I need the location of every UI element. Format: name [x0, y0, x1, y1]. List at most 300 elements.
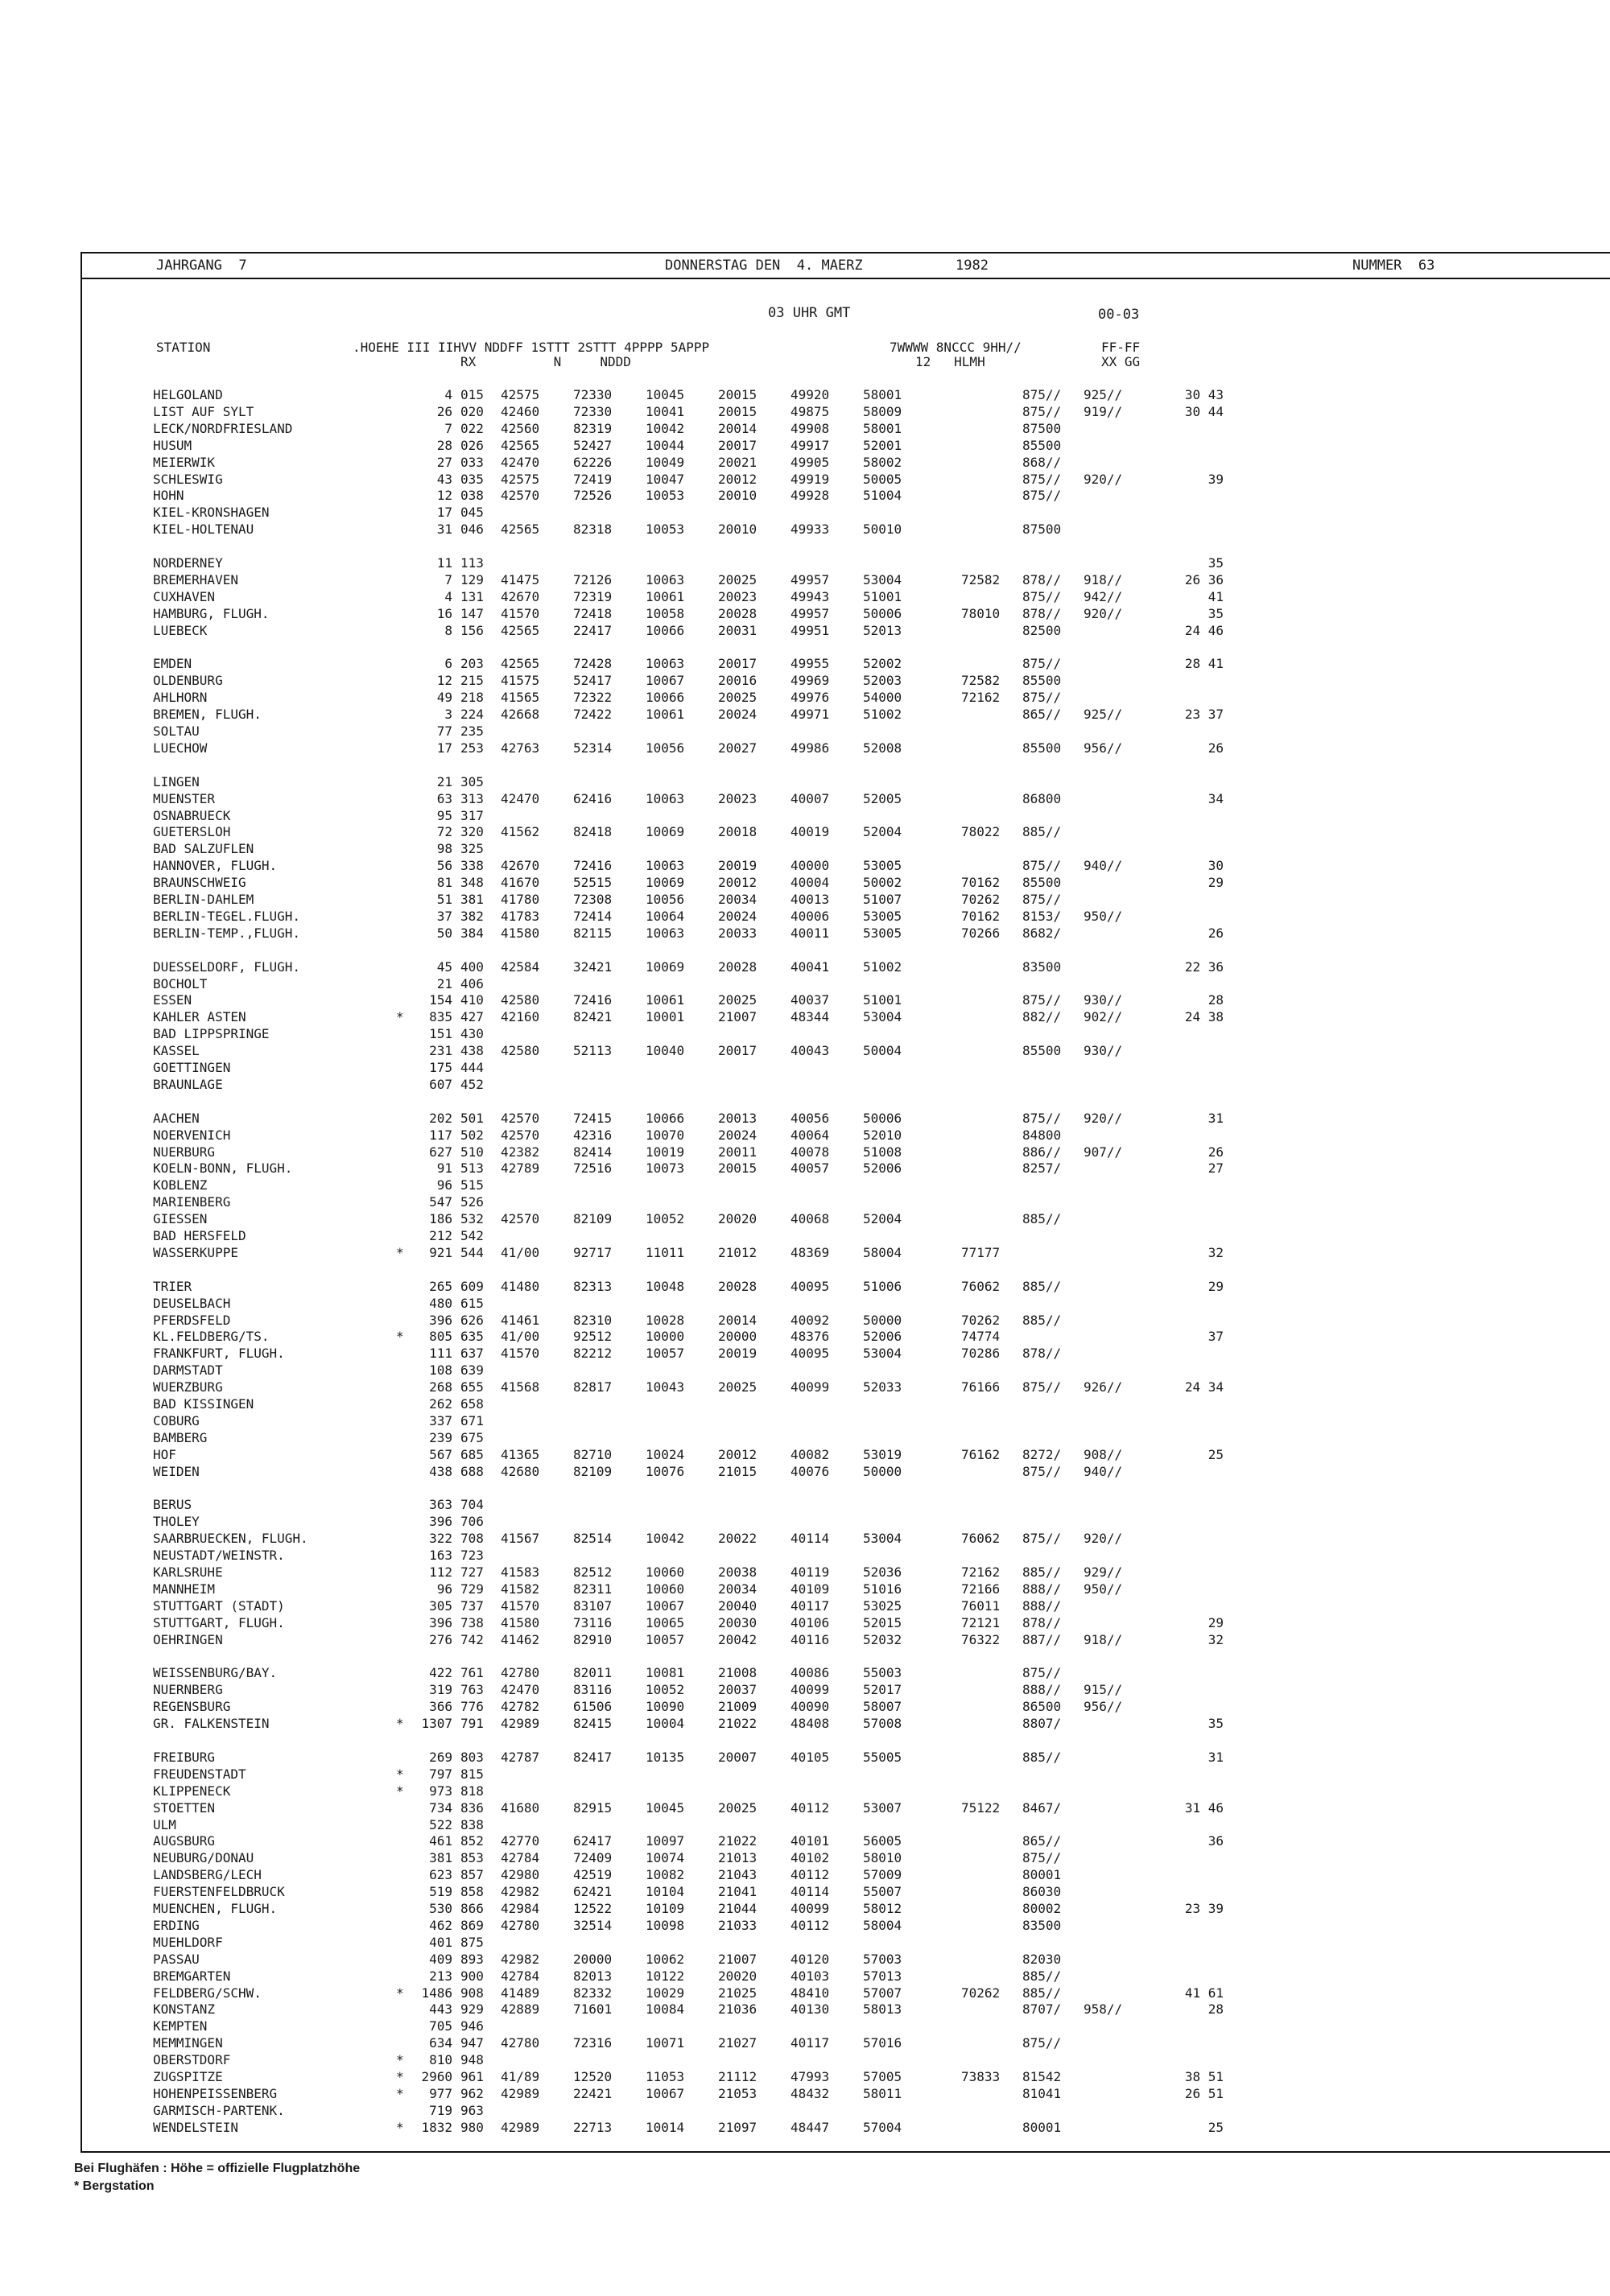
- date-label: DONNERSTAG DEN 4. MAERZ: [665, 258, 863, 274]
- height: 627: [429, 1144, 452, 1160]
- iii-code: 900: [460, 1968, 484, 1984]
- height: 530: [429, 1901, 452, 1916]
- ff-gusts: 26 36: [1184, 571, 1224, 587]
- 9hh-group: 925//: [1084, 387, 1123, 402]
- 7wwww-group: 70262: [961, 1312, 1001, 1328]
- 1sttt-group: 10014: [646, 2119, 685, 2135]
- height: 607: [429, 1076, 452, 1092]
- table-row: [82, 521, 1610, 538]
- table-row: [82, 2018, 1610, 2034]
- 1sttt-group: 10056: [646, 740, 685, 756]
- iihvv-group: 41783: [501, 908, 540, 924]
- iii-code: 045: [460, 505, 484, 521]
- 4pppp-group: 48369: [791, 1244, 830, 1260]
- height: 805: [429, 1329, 452, 1345]
- iii-code: 609: [460, 1278, 484, 1294]
- 2sttt-group: 21027: [718, 2035, 758, 2051]
- table-row: [82, 1160, 1610, 1177]
- height: 21: [436, 975, 452, 991]
- 8nccc-group: 878//: [1022, 571, 1062, 587]
- iii-code: 706: [460, 1514, 484, 1530]
- station-table: [82, 254, 1610, 2151]
- 8nccc-group: 882//: [1022, 1009, 1062, 1025]
- station-name: KIEL-HOLTENAU: [153, 521, 254, 538]
- nddff-group: 72516: [573, 1160, 613, 1177]
- nddff-group: 52314: [573, 740, 613, 756]
- iihvv-group: 41/89: [501, 2069, 540, 2084]
- table-row: [82, 2069, 1610, 2085]
- jahrgang-label: JAHRGANG 7: [156, 258, 247, 274]
- station-name: FELDBERG/SCHW.: [153, 1985, 262, 2001]
- 5appp-group: 52004: [863, 1211, 902, 1227]
- station-name: BAD HERSFELD: [153, 1228, 246, 1243]
- table-row: [82, 1766, 1610, 1783]
- station-name: MUEHLDORF: [153, 1934, 223, 1950]
- 7wwww-group: 76011: [961, 1597, 1001, 1614]
- iihvv-group: 42580: [501, 992, 540, 1008]
- height: 49: [436, 690, 452, 706]
- station-name: COBURG: [153, 1412, 200, 1428]
- ff-gusts: 25: [1208, 2119, 1224, 2135]
- iihvv-group: 42565: [501, 656, 540, 672]
- station-name: BAD KISSINGEN: [153, 1396, 254, 1412]
- station-name: SOLTAU: [153, 723, 200, 739]
- nddff-group: 22417: [573, 622, 613, 638]
- station-name: GOETTINGEN: [153, 1060, 231, 1075]
- height: 396: [429, 1514, 452, 1530]
- 5appp-group: 58013: [863, 2001, 902, 2018]
- iihvv-group: 41475: [501, 571, 540, 587]
- 9hh-group: 950//: [1084, 1581, 1123, 1597]
- 2sttt-group: 20017: [718, 1043, 758, 1059]
- station-name: GIESSEN: [153, 1211, 208, 1227]
- 1sttt-group: 10004: [646, 1716, 685, 1732]
- 2sttt-group: 20018: [718, 824, 758, 840]
- 1sttt-group: 10042: [646, 1531, 685, 1547]
- nddff-group: 72316: [573, 2035, 613, 2051]
- table-row: [82, 589, 1610, 605]
- 5appp-group: 50005: [863, 471, 902, 487]
- 9hh-group: 930//: [1084, 992, 1123, 1008]
- 7wwww-group: 70162: [961, 908, 1001, 924]
- 8nccc-group: 85500: [1022, 1043, 1062, 1059]
- height: 12: [436, 488, 452, 504]
- ff-gusts: 23 37: [1184, 707, 1224, 723]
- 1sttt-group: 10001: [646, 1009, 685, 1025]
- 8nccc-group: 81041: [1022, 2085, 1062, 2101]
- 2sttt-group: 20027: [718, 740, 758, 756]
- iihvv-group: 42784: [501, 1968, 540, 1984]
- 7wwww-group: 72162: [961, 690, 1001, 706]
- 4pppp-group: 40119: [791, 1564, 830, 1580]
- ff-gusts: 31: [1208, 1749, 1224, 1765]
- 7wwww-group: 76322: [961, 1631, 1001, 1647]
- year-label: 1982: [956, 258, 989, 274]
- station-name: BRAUNLAGE: [153, 1076, 223, 1092]
- 2sttt-group: 20019: [718, 858, 758, 874]
- iii-code: 658: [460, 1396, 484, 1412]
- station-name: WENDELSTEIN: [153, 2119, 238, 2135]
- iii-code: 704: [460, 1497, 484, 1513]
- ff-gusts: 34: [1208, 790, 1224, 806]
- iii-code: 544: [460, 1244, 484, 1260]
- 4pppp-group: 49917: [791, 437, 830, 453]
- height: 567: [429, 1446, 452, 1462]
- 1sttt-group: 10047: [646, 471, 685, 487]
- 2sttt-group: 20038: [718, 1564, 758, 1580]
- ff-gusts: 28: [1208, 2001, 1224, 2018]
- nddff-group: 61506: [573, 1699, 613, 1715]
- table-row: [82, 1009, 1610, 1025]
- 8nccc-group: 885//: [1022, 1211, 1062, 1227]
- iihvv-group: 42770: [501, 1833, 540, 1849]
- nddff-group: 82318: [573, 521, 613, 538]
- 2sttt-group: 20017: [718, 437, 758, 453]
- 2sttt-group: 21044: [718, 1901, 758, 1916]
- table-row: [82, 1952, 1610, 1968]
- 8nccc-group: 887//: [1022, 1631, 1062, 1647]
- table-row: [82, 1464, 1610, 1480]
- 4pppp-group: 40112: [791, 1867, 830, 1883]
- height: 337: [429, 1412, 452, 1428]
- 4pppp-group: 40037: [791, 992, 830, 1008]
- iii-code: 836: [460, 1799, 484, 1816]
- 1sttt-group: 10019: [646, 1144, 685, 1160]
- nddff-group: 72322: [573, 690, 613, 706]
- station-name: ERDING: [153, 1917, 200, 1933]
- ff-gusts: 24 38: [1184, 1009, 1224, 1025]
- height: 45: [436, 958, 452, 975]
- 1sttt-group: 10067: [646, 673, 685, 689]
- 1sttt-group: 10061: [646, 707, 685, 723]
- iii-code: 438: [460, 1043, 484, 1059]
- nddff-group: 82319: [573, 420, 613, 436]
- 5appp-group: 50000: [863, 1463, 902, 1479]
- table-row: [82, 1632, 1610, 1648]
- 1sttt-group: 10045: [646, 387, 685, 402]
- 8nccc-group: 8257/: [1022, 1160, 1062, 1177]
- table-row: [82, 1817, 1610, 1833]
- height: 381: [429, 1850, 452, 1866]
- height: 31: [436, 521, 452, 538]
- 2sttt-group: 20030: [718, 1614, 758, 1630]
- 1sttt-group: 10000: [646, 1329, 685, 1345]
- ff-gusts: 26: [1208, 925, 1224, 941]
- 5appp-group: 52032: [863, 1631, 902, 1647]
- 2sttt-group: 21007: [718, 1009, 758, 1025]
- table-row: [82, 1968, 1610, 1985]
- 8nccc-group: 868//: [1022, 454, 1062, 470]
- station-name: DEUSELBACH: [153, 1295, 231, 1311]
- 1sttt-group: 10061: [646, 992, 685, 1008]
- 8nccc-group: 85500: [1022, 437, 1062, 453]
- ff-gusts: 32: [1208, 1631, 1224, 1647]
- 1sttt-group: 10069: [646, 824, 685, 840]
- 4pppp-group: 40095: [791, 1346, 830, 1362]
- 9hh-group: 930//: [1084, 1043, 1123, 1059]
- iii-code: 253: [460, 740, 484, 756]
- iihvv-group: 41680: [501, 1799, 540, 1816]
- 4pppp-group: 40114: [791, 1531, 830, 1547]
- 2sttt-group: 20010: [718, 488, 758, 504]
- 2sttt-group: 21022: [718, 1833, 758, 1849]
- height: 163: [429, 1548, 452, 1564]
- iii-code: 866: [460, 1901, 484, 1916]
- height: 77: [436, 723, 452, 739]
- 1sttt-group: 10028: [646, 1312, 685, 1328]
- footnote-mountain-station: * Bergstation: [74, 2179, 155, 2193]
- 5appp-group: 52013: [863, 622, 902, 638]
- ff-gusts: 29: [1208, 1614, 1224, 1630]
- 2sttt-group: 20028: [718, 1278, 758, 1294]
- 1sttt-group: 10052: [646, 1682, 685, 1698]
- 7wwww-group: 76062: [961, 1278, 1001, 1294]
- height: 91: [436, 1160, 452, 1177]
- iihvv-group: 41480: [501, 1278, 540, 1294]
- 5appp-group: 55005: [863, 1749, 902, 1765]
- height: 96: [436, 1177, 452, 1193]
- iihvv-group: 41580: [501, 1614, 540, 1630]
- table-row: [82, 1043, 1610, 1059]
- iii-code: 513: [460, 1160, 484, 1177]
- table-row: [82, 824, 1610, 840]
- table-row: [82, 1564, 1610, 1581]
- table-row: [82, 1833, 1610, 1849]
- iii-code: 384: [460, 925, 484, 941]
- table-row: [82, 858, 1610, 874]
- 1sttt-group: 10058: [646, 605, 685, 621]
- height: 11: [436, 555, 452, 571]
- nddff-group: 12522: [573, 1901, 613, 1916]
- 8nccc-group: 84800: [1022, 1127, 1062, 1143]
- height: 17: [436, 740, 452, 756]
- table-row: [82, 387, 1610, 403]
- table-row: [82, 740, 1610, 756]
- table-row: [82, 1750, 1610, 1766]
- station-name: KOBLENZ: [153, 1177, 208, 1193]
- iii-code: 947: [460, 2035, 484, 2051]
- station-name: BERLIN-DAHLEM: [153, 892, 254, 907]
- ff-gusts: 36: [1208, 1833, 1224, 1849]
- station-name: THOLEY: [153, 1514, 200, 1530]
- iii-code: 015: [460, 387, 484, 402]
- table-row: [82, 1346, 1610, 1362]
- 4pppp-group: 49986: [791, 740, 830, 756]
- 5appp-group: 58001: [863, 420, 902, 436]
- nddff-group: 82915: [573, 1799, 613, 1816]
- 5appp-group: 58002: [863, 454, 902, 470]
- iihvv-group: 42989: [501, 2085, 540, 2101]
- mountain-marker: *: [396, 2119, 404, 2135]
- 2sttt-group: 20040: [718, 1597, 758, 1614]
- 2sttt-group: 20020: [718, 1968, 758, 1984]
- 1sttt-group: 10049: [646, 454, 685, 470]
- 7wwww-group: 76166: [961, 1379, 1001, 1395]
- iii-code: 526: [460, 1194, 484, 1210]
- iii-code: 400: [460, 958, 484, 975]
- report-frame: [80, 252, 1610, 2153]
- iii-code: 635: [460, 1329, 484, 1345]
- 2sttt-group: 20031: [718, 622, 758, 638]
- mountain-marker: *: [396, 1329, 404, 1345]
- 2sttt-group: 20022: [718, 1531, 758, 1547]
- 4pppp-group: 40057: [791, 1160, 830, 1177]
- ff-gusts: 30: [1208, 858, 1224, 874]
- 4pppp-group: 48408: [791, 1716, 830, 1732]
- 1sttt-group: 10084: [646, 2001, 685, 2018]
- iii-code: 738: [460, 1614, 484, 1630]
- 2sttt-group: 20015: [718, 1160, 758, 1177]
- station-name: ESSEN: [153, 992, 192, 1008]
- iii-code: 510: [460, 1144, 484, 1160]
- 9hh-group: 942//: [1084, 588, 1123, 604]
- 5appp-group: 58012: [863, 1901, 902, 1916]
- iihvv-group: 42780: [501, 1665, 540, 1681]
- iihvv-group: 41/00: [501, 1244, 540, 1260]
- 1sttt-group: 10135: [646, 1749, 685, 1765]
- iihvv-group: 41670: [501, 875, 540, 891]
- station-name: NORDERNEY: [153, 555, 223, 571]
- iii-code: 763: [460, 1682, 484, 1698]
- iii-code: 325: [460, 841, 484, 857]
- 4pppp-group: 40095: [791, 1278, 830, 1294]
- height: 262: [429, 1396, 452, 1412]
- iii-code: 218: [460, 690, 484, 706]
- 2sttt-group: 20037: [718, 1682, 758, 1698]
- station-name: NEUSTADT/WEINSTR.: [153, 1548, 285, 1564]
- 2sttt-group: 21041: [718, 1884, 758, 1900]
- 4pppp-group: 40004: [791, 875, 830, 891]
- table-row: [82, 1077, 1610, 1093]
- iii-code: 727: [460, 1564, 484, 1580]
- iii-code: 962: [460, 2085, 484, 2101]
- 4pppp-group: 40120: [791, 1951, 830, 1967]
- 5appp-group: 52006: [863, 1160, 902, 1177]
- table-row: [82, 438, 1610, 454]
- station-name: KASSEL: [153, 1043, 200, 1059]
- table-row: [82, 1447, 1610, 1463]
- iihvv-group: 42580: [501, 1043, 540, 1059]
- time-label: 03 UHR GMT: [768, 305, 851, 321]
- table-row: [82, 421, 1610, 437]
- 2sttt-group: 20025: [718, 1379, 758, 1395]
- iihvv-group: 41570: [501, 1346, 540, 1362]
- ff-gusts: 41 61: [1184, 1985, 1224, 2001]
- 4pppp-group: 40099: [791, 1682, 830, 1698]
- table-row: [82, 1783, 1610, 1799]
- 1sttt-group: 10109: [646, 1901, 685, 1916]
- height: 81: [436, 875, 452, 891]
- 1sttt-group: 10057: [646, 1631, 685, 1647]
- 2sttt-group: 20014: [718, 1312, 758, 1328]
- table-row: [82, 808, 1610, 824]
- station-name: MARIENBERG: [153, 1194, 231, 1210]
- station-name: BREMEN, FLUGH.: [153, 707, 262, 723]
- table-row: [82, 1514, 1610, 1530]
- table-row: [82, 1935, 1610, 1951]
- 8nccc-group: 8272/: [1022, 1446, 1062, 1462]
- iii-code: 761: [460, 1665, 484, 1681]
- 8nccc-group: 888//: [1022, 1581, 1062, 1597]
- table-row: [82, 976, 1610, 992]
- iihvv-group: 42570: [501, 1110, 540, 1126]
- 1sttt-group: 10061: [646, 588, 685, 604]
- table-row: [82, 572, 1610, 588]
- iihvv-group: 42470: [501, 1682, 540, 1698]
- height: 186: [429, 1211, 452, 1227]
- table-row: [82, 1379, 1610, 1395]
- iihvv-group: 41568: [501, 1379, 540, 1395]
- 7wwww-group: 78010: [961, 605, 1001, 621]
- iii-code: 035: [460, 471, 484, 487]
- nddff-group: 42316: [573, 1127, 613, 1143]
- table-row: [82, 1598, 1610, 1614]
- table-row: [82, 1615, 1610, 1631]
- 1sttt-group: 10045: [646, 1799, 685, 1816]
- iii-code: 803: [460, 1749, 484, 1765]
- table-row: [82, 1296, 1610, 1312]
- nddff-group: 62226: [573, 454, 613, 470]
- 4pppp-group: 40064: [791, 1127, 830, 1143]
- height: 409: [429, 1951, 452, 1967]
- 5appp-group: 52001: [863, 437, 902, 453]
- 2sttt-group: 21053: [718, 2085, 758, 2101]
- table-row: [82, 909, 1610, 925]
- ff-column-header-1: FF-FF: [1101, 340, 1141, 355]
- nddff-group: 52417: [573, 673, 613, 689]
- 4pppp-group: 40006: [791, 908, 830, 924]
- 7wwww-group: 77177: [961, 1244, 1001, 1260]
- 2sttt-group: 21007: [718, 1951, 758, 1967]
- 2sttt-group: 20025: [718, 1799, 758, 1816]
- table-row: [82, 774, 1610, 790]
- 2sttt-group: 20015: [718, 387, 758, 402]
- 8nccc-group: 875//: [1022, 403, 1062, 419]
- 4pppp-group: 40112: [791, 1799, 830, 1816]
- 1sttt-group: 10104: [646, 1884, 685, 1900]
- station-name: MEIERWIK: [153, 454, 216, 470]
- nddff-group: 82109: [573, 1211, 613, 1227]
- table-row: [82, 404, 1610, 420]
- station-name: KL.FELDBERG/TS.: [153, 1329, 270, 1345]
- 2sttt-group: 20014: [718, 420, 758, 436]
- 5appp-group: 52015: [863, 1614, 902, 1630]
- 8nccc-group: 875//: [1022, 656, 1062, 672]
- 4pppp-group: 49955: [791, 656, 830, 672]
- 1sttt-group: 10081: [646, 1665, 685, 1681]
- 8nccc-group: 8682/: [1022, 925, 1062, 941]
- 1sttt-group: 10074: [646, 1850, 685, 1866]
- height: 623: [429, 1867, 452, 1883]
- 2sttt-group: 21025: [718, 1985, 758, 2001]
- 8nccc-group: 875//: [1022, 1463, 1062, 1479]
- station-name: MEMMINGEN: [153, 2035, 223, 2051]
- station-name: LECK/NORDFRIESLAND: [153, 420, 293, 436]
- table-row: [82, 1884, 1610, 1900]
- station-name: HELGOLAND: [153, 387, 223, 402]
- station-name: AACHEN: [153, 1110, 200, 1126]
- height: 319: [429, 1682, 452, 1698]
- table-row: [82, 1313, 1610, 1329]
- 5appp-group: 53005: [863, 858, 902, 874]
- iii-code: 444: [460, 1060, 484, 1075]
- iihvv-group: 41570: [501, 1597, 540, 1614]
- 8nccc-group: 865//: [1022, 707, 1062, 723]
- 1sttt-group: 10067: [646, 2085, 685, 2101]
- 1sttt-group: 10042: [646, 420, 685, 436]
- iii-code: 348: [460, 875, 484, 891]
- iihvv-group: 42889: [501, 2001, 540, 2018]
